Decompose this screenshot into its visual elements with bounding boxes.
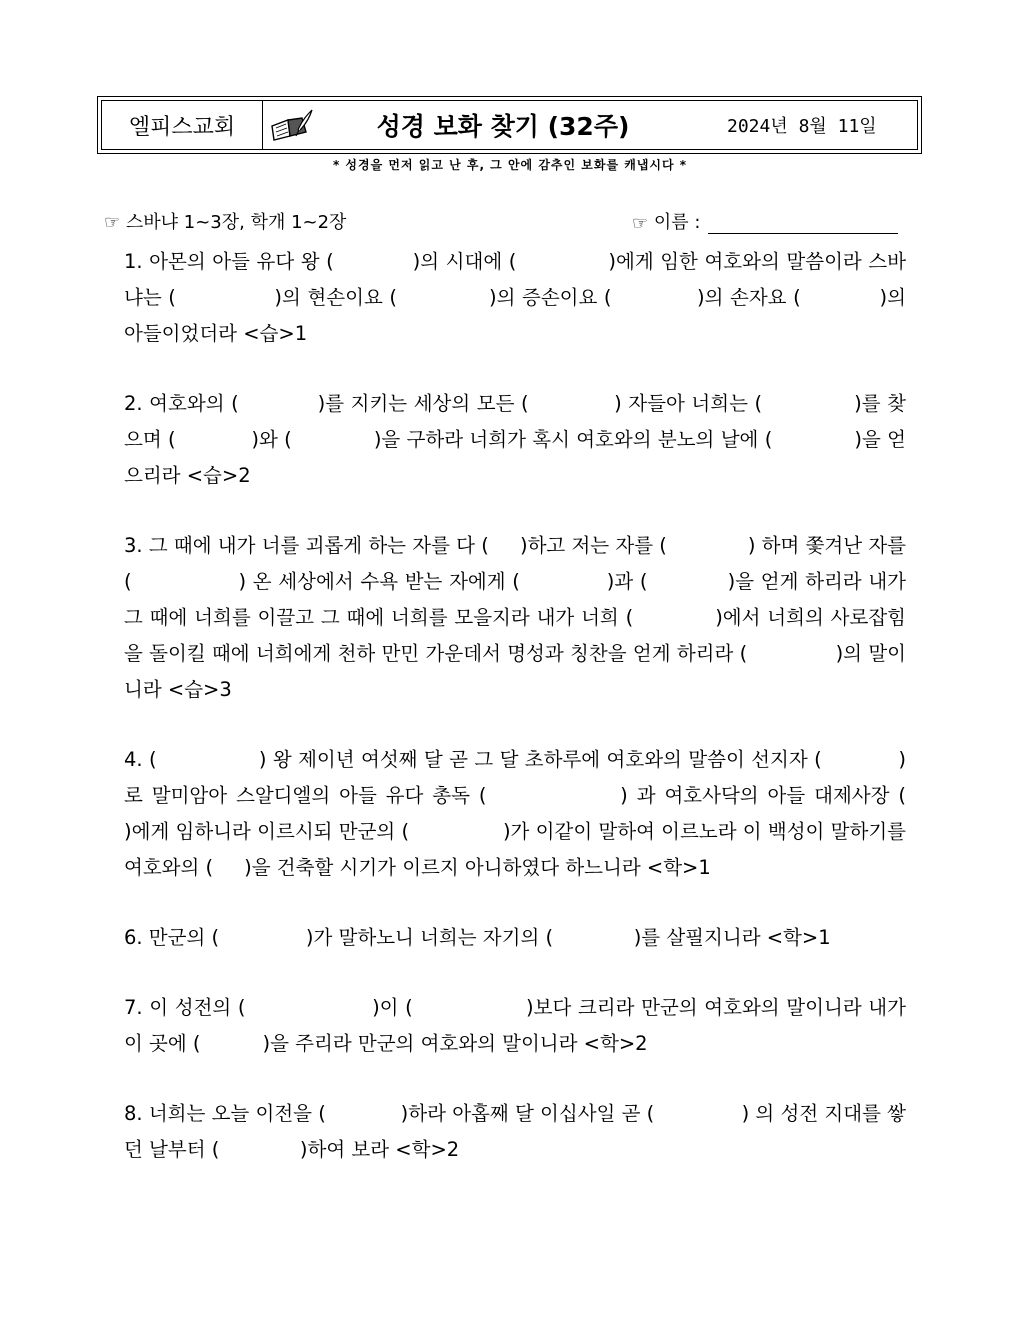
- book-quill-icon: [263, 101, 319, 149]
- question-4: 4. ( ) 왕 제이년 여섯째 달 곧 그 달 초하루에 여호와의 말씀이 선지자 ( )로 말미암아 스알디엘의 아들 유다 총독 ( ) 과 여호사닥의 아들 대제사장 ( )에게 임하니라 이르시되 만군의 ( )가 이같이 말하여 이르노라 이 백성이 말하기를 여호와의 ( )을 건축할 시기가 이르지 아니하였다 하느니라 <학>1: [124, 748, 1012, 879]
- date: 2024년 8월 11일: [727, 116, 877, 137]
- question-8: 8. 너희는 오늘 이전을 ( )하라 아홉째 달 이십사일 곧 ( ) 의 성전 지대를 쌓던 날부터 ( )하여 보라 <학>2: [124, 1102, 906, 1161]
- church-name: 엘피스교회: [102, 101, 263, 149]
- page-title: 성경 보화 찾기 (32주): [376, 112, 630, 141]
- name-field: [632, 208, 898, 234]
- question-6: 6. 만군의 ( )가 말하노니 너희는 자기의 ( )를 살필지니라 <학>1: [124, 926, 831, 949]
- pointer-icon: ☞: [104, 212, 121, 233]
- reading-range-text: 스바냐 1~3장, 학개 1~2장: [125, 212, 347, 233]
- question-list: [124, 244, 1012, 1202]
- reading-range: [104, 208, 346, 234]
- pointer-icon: ☞: [632, 213, 649, 234]
- question-3: 3. 그 때에 내가 너를 괴롭게 하는 자를 다 ( )하고 저는 자를 ( ) 하며 쫓겨난 자를 ( ) 온 세상에서 수욕 받는 자에게 ( )과 ( )을 얻게 하리라 내가 그 때에 너희를 이끌고 그 때에 너희를 모을지라 내가 너희 ( )에서 너희의 사로잡힘을 돌이킬 때에 너희에게 천하 만민 가운데서 명성과 칭찬을 얻게 하리라 ( )의 말이니라 <습>3: [124, 534, 913, 701]
- question-7: 7. 이 성전의 ( )이 ( )보다 크리라 만군의 여호와의 말이니라 내가 이 곳에 ( )을 주리라 만군의 여호와의 말이니라 <학>2: [124, 996, 913, 1055]
- name-blank-line[interactable]: [708, 211, 898, 234]
- question-1: 1. 아몬의 아들 유다 왕 ( )의 시대에 ( )에게 임한 여호와의 말씀이라 스바냐는 ( )의 현손이요 ( )의 증손이요 ( )의 손자요 ( )의 아들이었더라 <습>1: [124, 250, 913, 345]
- header-box: [97, 96, 922, 154]
- question-2: 2. 여호와의 ( )를 지키는 세상의 모든 ( ) 자들아 너희는 ( )를 찾으며 ( )와 ( )을 구하라 너희가 혹시 여호와의 분노의 날에 ( )을 얻으리라 <습>2: [124, 392, 906, 487]
- instruction: * 성경을 먼저 읽고 난 후, 그 안에 감추인 보화를 캐냅시다 *: [332, 158, 688, 172]
- header-inner: [101, 100, 918, 150]
- name-label: 이름 :: [653, 212, 701, 233]
